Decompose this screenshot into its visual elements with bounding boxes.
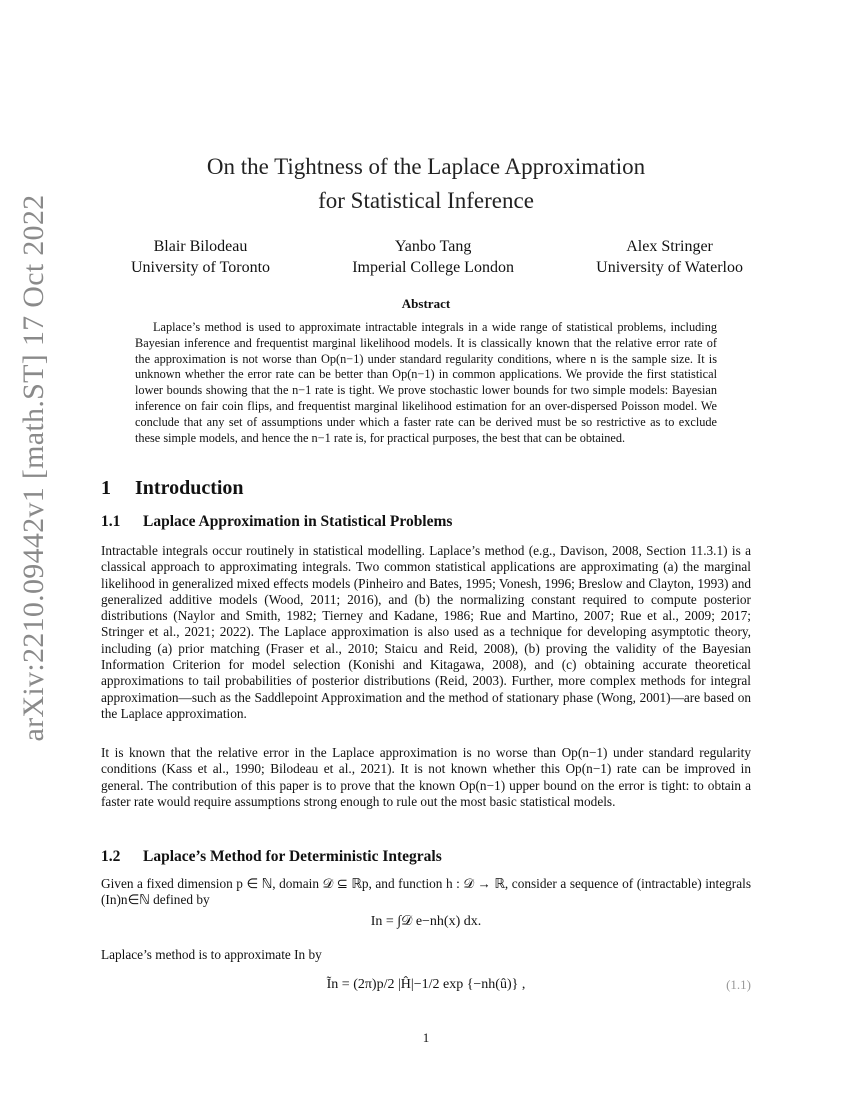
section-title: Introduction <box>135 477 244 499</box>
paragraph-laplace-setup: Given a fixed dimension p ∈ ℕ, domain 𝒟 ⊆ ℝp, and function h : 𝒟 → ℝ, consider a sequence of (intractable) integrals (In)n∈ℕ defined by <box>101 876 751 908</box>
equation-approximation: Ĩn = (2π)p/2 |Ĥ|−1/2 exp {−nh(û)} , <box>326 977 526 992</box>
page-number: 1 <box>422 1030 430 1045</box>
author-affiliation: University of Toronto <box>131 259 271 276</box>
author-name: Alex Stringer <box>626 238 713 255</box>
subsection-heading-1-1 <box>101 513 452 531</box>
author-name: Yanbo Tang <box>394 238 472 255</box>
section-heading-introduction <box>101 477 244 500</box>
paragraph-intro-2: It is known that the relative error in the Laplace approximation is no worse than Op(n−1) under standard regularity conditions (Kass et al., 1990; Bilodeau et al., 2021). It is not known whether this Op(n−1) rate can be improved in general. The contribution of this paper is to prove that the known Op(n−1) upper bound on the error is tight: to obtain a faster rate would require assumptions strong enough to rule out the most basic statistical models. <box>101 745 751 809</box>
arxiv-identifier-stamp <box>14 194 54 742</box>
author-list <box>131 236 743 278</box>
paragraph-laplace-method: Laplace’s method is to approximate In by <box>101 947 322 962</box>
author-block <box>352 236 514 278</box>
section-number: 1 <box>101 477 111 499</box>
title-line-2: for Statistical Inference <box>318 188 534 213</box>
equation-number: (1.1) <box>726 977 751 992</box>
abstract-text: Laplace’s method is used to approximate intractable integrals in a wide range of statistical problems, including Bayesian inference and frequentist marginal likelihood models. It is classically known that the relative error rate of the approximation is not worse than Op(n−1) under standard regularity conditions, where n is the sample size. It is unknown whether the error rate can be better than Op(n−1) in common applications. We provide the first statistical lower bounds showing that the n−1 rate is tight. We prove stochastic lower bounds for two simple models: Bayesian inference on fair coin flips, and frequentist marginal likelihood estimation for an over-dispersed Poisson model. We conclude that any set of assumptions under which a faster rate can be derived must be so restrictive as to exclude these simple models, and hence the n−1 rate is, for practical purposes, the best that can be obtained. <box>135 320 717 445</box>
author-name: Blair Bilodeau <box>153 238 248 255</box>
arxiv-stamp-text: arXiv:2210.09442v1 [math.ST] 17 Oct 2022 <box>17 194 50 742</box>
subsection-number: 1.2 <box>101 848 121 865</box>
subsection-heading-1-2 <box>101 848 442 866</box>
author-block <box>131 236 270 278</box>
paragraph-intro-1: Intractable integrals occur routinely in statistical modelling. Laplace’s method (e.g., Davison, 2008, Section 11.3.1) is a classical approach to approximating integrals. Two common statistical applications are approximating (a) the marginal likelihood in generalized mixed effects models (Pinheiro and Bates, 1995; Vonesh, 1996; Breslow and Clayton, 1993) and generalized additive models (Wood, 2011; 2016), and (b) the normalizing constant required to compute posterior distributions (Naylor and Smith, 1982; Tierney and Kadane, 1986; Rue and Martino, 2007; Rue et al., 2009; 2017; Stringer et al., 2021; 2022). The Laplace approximation is also used as a technique for developing asymptotic theory, including (a) prior matching (Fraser et al., 2010; Staicu and Reid, 2008), (b) proving the validity of the Bayesian Information Criterion for model selection (Konishi and Kitagawa, 2008), and (c) obtaining accurate theoretical approximations to tail probabilities of posterior distributions (Reid, 2003). Further, more complex methods for integral approximation—such as the Saddlepoint Approximation and the method of stationary phase (Wong, 2001)—are based on the Laplace approximation. <box>101 543 751 721</box>
equation-integral: In = ∫𝒟 e−nh(x) dx. <box>370 914 482 929</box>
subsection-title: Laplace Approximation in Statistical Problems <box>143 513 453 530</box>
paper-title <box>101 150 751 218</box>
title-line-1: On the Tightness of the Laplace Approximation <box>206 154 646 179</box>
subsection-number: 1.1 <box>101 513 121 530</box>
author-block <box>596 236 743 278</box>
equation-1-1 <box>101 977 751 993</box>
subsection-title: Laplace’s Method for Deterministic Integrals <box>143 848 442 865</box>
author-affiliation: Imperial College London <box>352 259 514 276</box>
abstract-heading: Abstract <box>401 296 451 311</box>
author-affiliation: University of Waterloo <box>596 259 743 276</box>
